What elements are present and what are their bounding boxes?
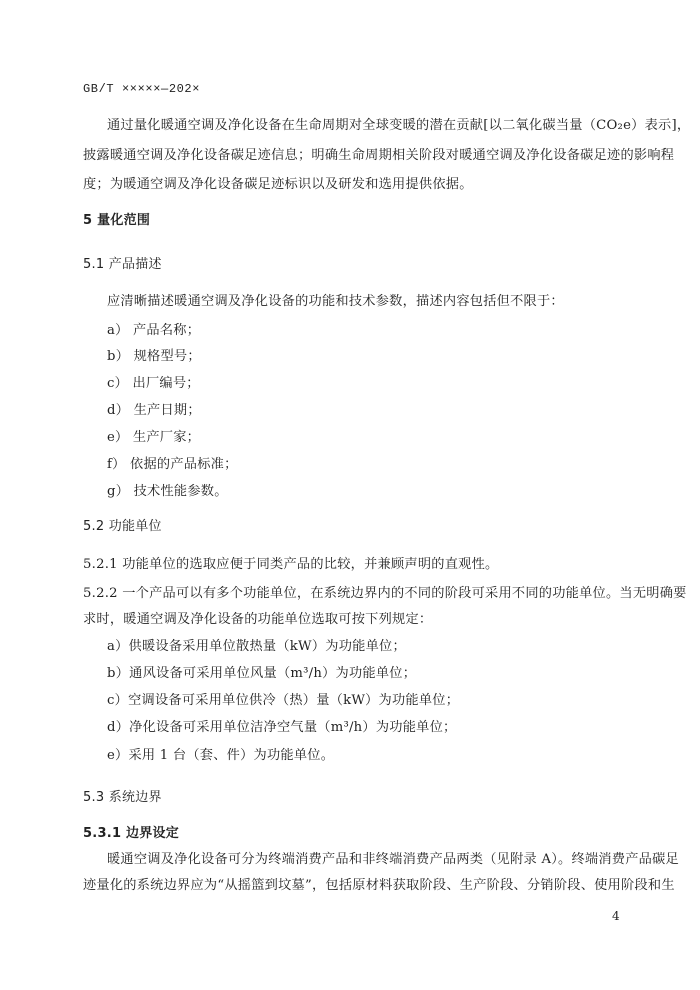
list-item: c） 出厂编号； [107, 376, 200, 391]
standard-code-header: GB/T ×××××—202× [83, 82, 201, 96]
list-item: d）净化设备可采用单位洁净空气量（m³/h）为功能单位； [107, 720, 457, 735]
section-5-heading: 5 量化范围 [83, 213, 151, 228]
intro-line-3: 度；为暖通空调及净化设备碳足迹标识以及研发和选用提供依据。 [83, 177, 473, 192]
section-5-3-heading: 5.3 系统边界 [83, 790, 162, 805]
list-item: b）通风设备可采用单位风量（m³/h）为功能单位； [107, 666, 417, 681]
clause-5-3-1-line-2: 迹量化的系统边界应为“从摇篮到坟墓”，包括原材料获取阶段、生产阶段、分销阶段、使用阶段和生 [83, 878, 675, 893]
intro-line-1: 通过量化暖通空调及净化设备在生命周期对全球变暖的潜在贡献[以二氧化碳当量（CO₂e）表示]， [107, 118, 691, 133]
list-item: d） 生产日期； [107, 403, 201, 418]
clause-5-3-1-line-1: 暖通空调及净化设备可分为终端消费产品和非终端消费产品两类（见附录 A）。终端消费产品碳足 [107, 852, 679, 867]
list-item: a）供暖设备采用单位散热量（kW）为功能单位； [107, 639, 406, 654]
list-item: e）采用 1 台（套、件）为功能单位。 [107, 748, 335, 763]
section-5-3-1-heading: 5.3.1 边界设定 [83, 826, 180, 841]
list-item: b） 规格型号； [107, 349, 201, 364]
clause-5-2-2-line-1: 5.2.2 一个产品可以有多个功能单位，在系统边界内的不同的阶段可采用不同的功能单位。当无明确要 [83, 586, 687, 601]
section-5-2-heading: 5.2 功能单位 [83, 519, 162, 534]
section-5-1-lead: 应清晰描述暖通空调及净化设备的功能和技术参数，描述内容包括但不限于： [107, 294, 564, 309]
intro-line-2: 披露暖通空调及净化设备碳足迹信息；明确生命周期相关阶段对暖通空调及净化设备碳足迹的影响程 [83, 148, 675, 163]
list-item: c）空调设备可采用单位供冷（热）量（kW）为功能单位； [107, 693, 460, 708]
page-number: 4 [612, 909, 620, 923]
section-5-1-heading: 5.1 产品描述 [83, 257, 162, 272]
clause-5-2-2-line-2: 求时，暖通空调及净化设备的功能单位选取可按下列规定： [83, 612, 433, 627]
clause-5-2-1: 5.2.1 功能单位的选取应便于同类产品的比较，并兼顾声明的直观性。 [83, 557, 499, 572]
list-item: g） 技术性能参数。 [107, 484, 228, 499]
list-item: e） 生产厂家； [107, 430, 201, 445]
list-item: a） 产品名称； [107, 323, 201, 338]
list-item: f） 依据的产品标准； [107, 457, 238, 472]
